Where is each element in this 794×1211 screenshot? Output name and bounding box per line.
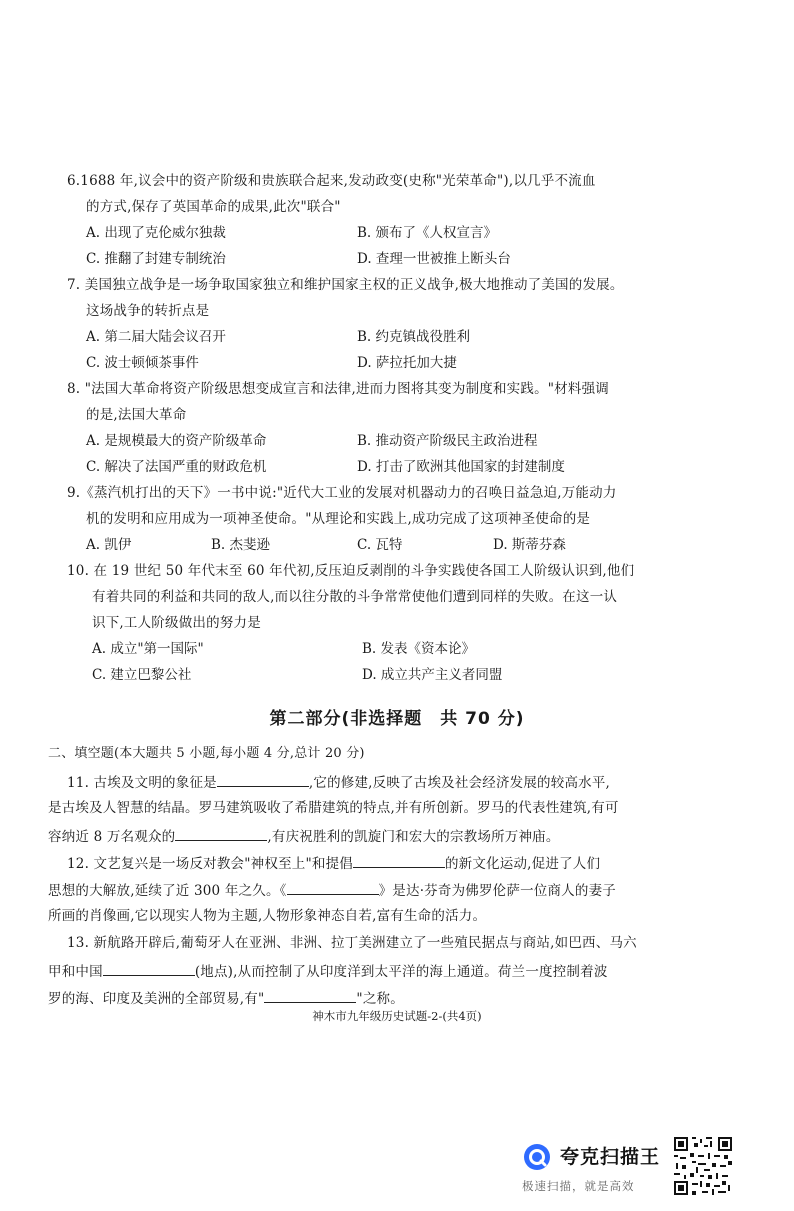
q11-line2: 是古埃及人智慧的结晶。罗马建筑吸收了希腊建筑的特点,并有所创新。罗马的代表性建筑,有可 <box>48 800 619 816</box>
q6-option-c: C. 推翻了封建专制统治 <box>86 251 226 267</box>
q13-line2 <box>48 961 608 981</box>
q7-option-b: B. 约克镇战役胜利 <box>357 329 471 345</box>
q12-text-1b: 的新文化运动,促进了人们 <box>444 856 601 872</box>
q6-option-d: D. 查理一世被推上断头台 <box>357 251 511 267</box>
q8-option-a: A. 是规模最大的资产阶级革命 <box>86 433 267 449</box>
q11-line3 <box>48 826 560 846</box>
q12-text-1a: 12. 文艺复兴是一场反对教会"神权至上"和提倡 <box>67 856 353 872</box>
q10-option-b: B. 发表《资本论》 <box>362 641 476 657</box>
q8-option-c: C. 解决了法国严重的财政危机 <box>86 459 267 475</box>
page-footer: 神木市九年级历史试题-2-(共4页) <box>312 1009 482 1023</box>
q10-stem-line3: 识下,工人阶级做出的努力是 <box>92 615 261 631</box>
q7-option-c: C. 波士顿倾茶事件 <box>86 355 199 371</box>
q6-stem-line2: 的方式,保存了英国革命的成果,此次"联合" <box>86 199 341 215</box>
q9-option-b: B. 杰斐逊 <box>211 537 271 553</box>
q9-option-d: D. 斯蒂芬森 <box>493 537 566 553</box>
q11-text-1b: ,它的修建,反映了古埃及社会经济发展的较高水平, <box>308 775 611 791</box>
q13-blank-1[interactable] <box>103 961 195 976</box>
q10-stem-line1: 10. 在 19 世纪 50 年代末至 60 年代初,反压迫反剥削的斗争实践使各国工人阶级认识到,他们 <box>67 563 635 579</box>
q8-stem-line2: 的是,法国大革命 <box>86 407 187 423</box>
q6-option-b: B. 颁布了《人权宣言》 <box>357 225 498 241</box>
q8-stem-line1: 8. "法国大革命将资产阶级思想变成宣言和法律,进而力图将其变为制度和实践。"材料强调 <box>67 381 609 397</box>
q10-option-c: C. 建立巴黎公社 <box>92 667 192 683</box>
q10-option-d: D. 成立共产主义者同盟 <box>362 667 503 683</box>
q7-stem-line2: 这场战争的转折点是 <box>86 303 210 319</box>
q9-option-a: A. 凯伊 <box>86 537 132 553</box>
q8-option-d: D. 打击了欧洲其他国家的封建制度 <box>357 459 565 475</box>
section-title: 第二部分(非选择题 共 70 分) <box>269 709 525 729</box>
q12-text-2b: 》是达·芬奇为佛罗伦萨一位商人的妻子 <box>378 883 616 899</box>
q12-blank-2[interactable] <box>287 880 379 895</box>
scanner-slogan: 极速扫描，就是高效 <box>522 1179 635 1193</box>
q9-option-c: C. 瓦特 <box>357 537 403 553</box>
q13-line1: 13. 新航路开辟后,葡萄牙人在亚洲、非洲、拉丁美洲建立了一些殖民据点与商站,如巴西、马六 <box>67 935 637 951</box>
q12-blank-1[interactable] <box>353 853 445 868</box>
q12-line3: 所画的肖像画,它以现实人物为主题,人物形象神态自若,富有生命的活力。 <box>48 908 487 924</box>
q10-stem-line2: 有着共同的利益和共同的敌人,而以往分散的斗争常常使他们遭到同样的失败。在这一认 <box>92 589 618 605</box>
q13-text-3a: 罗的海、印度及美洲的全部贸易,有" <box>48 991 265 1007</box>
q9-stem-line1: 9.《蒸汽机打出的天下》一书中说:"近代大工业的发展对机器动力的召唤日益急迫,万能动力 <box>67 485 617 501</box>
q12-text-2a: 思想的大解放,延续了近 300 年之久。《 <box>48 883 287 899</box>
q7-option-d: D. 萨拉托加大捷 <box>357 355 457 371</box>
q6-option-a: A. 出现了克伦威尔独裁 <box>86 225 226 241</box>
q11-blank-2[interactable] <box>175 826 267 841</box>
q13-blank-2[interactable] <box>264 988 356 1003</box>
q11-text-3b: ,有庆祝胜利的凯旋门和宏大的宗教场所万神庙。 <box>267 829 560 845</box>
q13-line3 <box>48 988 404 1008</box>
q13-text-2a: 甲和中国 <box>48 964 103 980</box>
q11-text-1a: 11. 古埃及文明的象征是 <box>67 775 217 791</box>
qr-code-icon[interactable] <box>672 1135 734 1197</box>
q8-option-b: B. 推动资产阶级民主政治进程 <box>357 433 538 449</box>
q7-option-a: A. 第二届大陆会议召开 <box>86 329 226 345</box>
q12-line1 <box>67 853 600 873</box>
q11-blank-1[interactable] <box>217 772 309 787</box>
section-heading: 二、填空题(本大题共 5 小题,每小题 4 分,总计 20 分) <box>48 746 365 761</box>
q7-stem-line1: 7. 美国独立战争是一场争取国家独立和维护国家主权的正义战争,极大地推动了美国的发展。 <box>67 277 624 293</box>
q10-option-a: A. 成立"第一国际" <box>92 641 204 657</box>
q9-stem-line2: 机的发明和应用成为一项神圣使命。"从理论和实践上,成功完成了这项神圣使命的是 <box>86 511 591 527</box>
scanner-watermark <box>522 1140 672 1196</box>
q13-text-2b: (地点),从而控制了从印度洋到太平洋的海上通道。荷兰一度控制着波 <box>194 964 608 980</box>
q6-stem-line1: 6.1688 年,议会中的资产阶级和贵族联合起来,发动政变(史称"光荣革命"),以几乎不流血 <box>67 173 596 189</box>
q13-text-3b: "之称。 <box>356 991 404 1007</box>
scanner-brand-name: 夸克扫描王 <box>560 1146 661 1168</box>
quark-logo-icon <box>522 1142 552 1172</box>
q11-text-3a: 容纳近 8 万名观众的 <box>48 829 176 845</box>
q11-line1 <box>67 772 610 792</box>
q12-line2 <box>48 880 616 900</box>
